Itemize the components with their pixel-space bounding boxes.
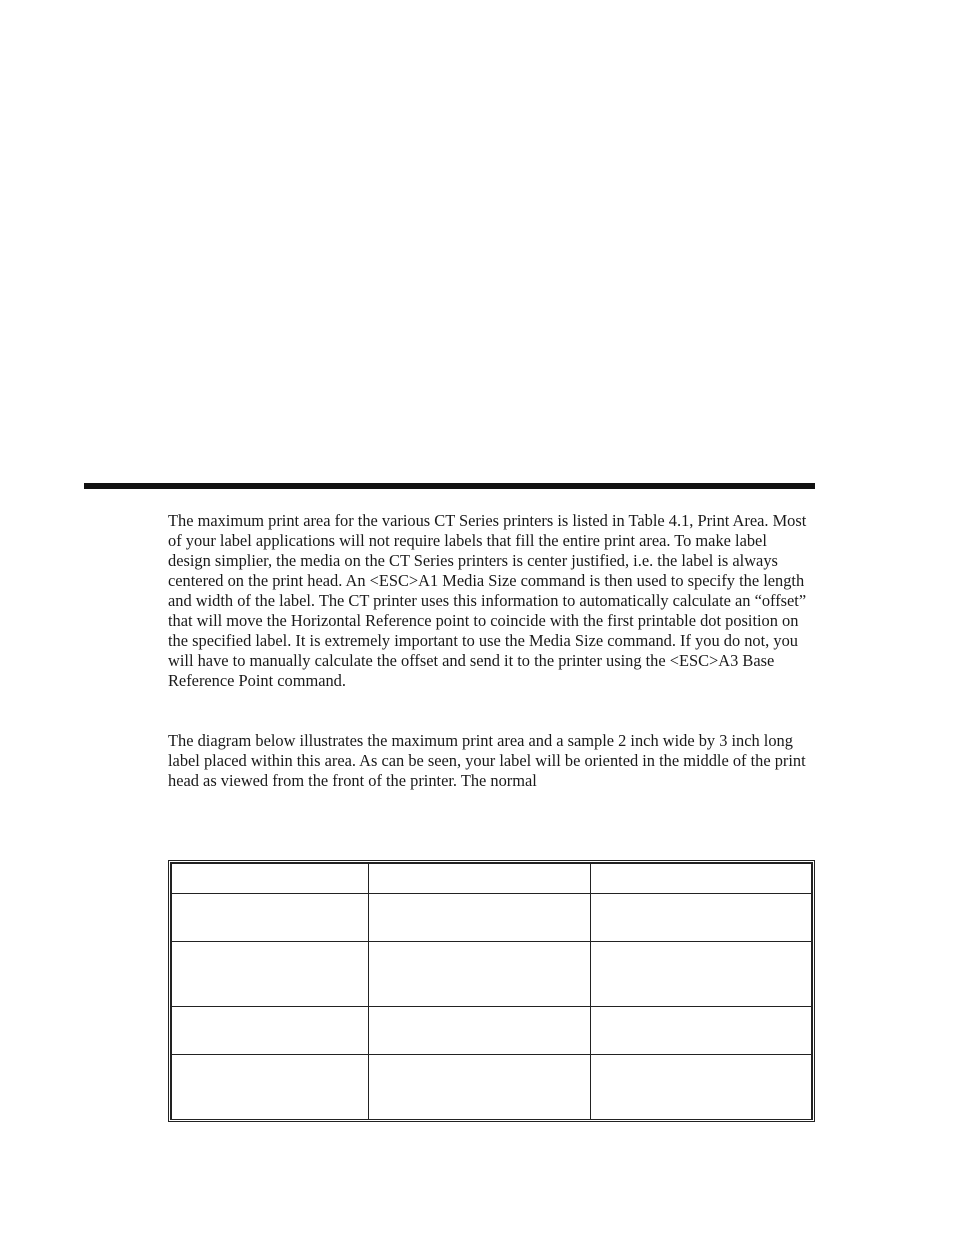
table-cell [369,864,591,894]
table-cell [369,1055,591,1120]
table-cell [591,864,812,894]
table-row [172,942,812,1007]
table-cell [172,864,369,894]
table-cell [172,894,369,942]
table-cell [369,1007,591,1055]
table-row [172,1007,812,1055]
table-cell [172,1007,369,1055]
print-area-table [168,860,815,1122]
table-cell [591,1007,812,1055]
table-cell [591,894,812,942]
table-row [172,1055,812,1120]
section-divider-rule [84,483,815,489]
body-paragraph-diagram: The diagram below illustrates the maximum print area and a sample 2 inch wide by 3 inch long label placed within this area. As can be seen, your label will be oriented in the middle of the print head as viewed from the front of the printer. The normal [168,731,806,790]
table-cell [172,942,369,1007]
body-paragraph-print-area: The maximum print area for the various CT Series printers is listed in Table 4.1, Print Area. Most of your label applications will not require labels that fill the entire print area. To make label design simplier, the media on the CT Series printers is center justified, i.e. the label is always centered on the print head. An <ESC>A1 Media Size command is then used to specify the length and width of the label. The CT printer uses this information to automatically calculate an “offset” that will move the Horizontal Reference point to coincide with the first printable dot position on the specified label. It is extremely important to use the Media Size command. If you do not, you will have to manually calculate the offset and send it to the printer using the <ESC>A3 Base Reference Point command. [168,511,807,690]
table-cell [591,942,812,1007]
table-cell [369,942,591,1007]
table-cell [172,1055,369,1120]
table-row [172,894,812,942]
table-header-row [172,864,812,894]
table-cell [369,894,591,942]
table-cell [591,1055,812,1120]
